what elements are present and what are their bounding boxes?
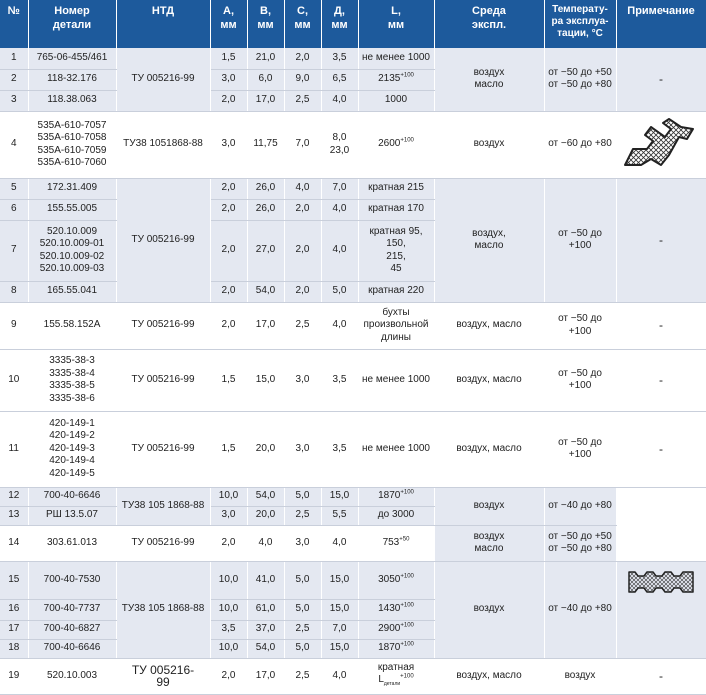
cell-ntd: ТУ38 105 1868-88 (116, 561, 210, 658)
cell-c: 2,5 (284, 506, 321, 525)
cell-temp: от −50 до +50 от −50 до +80 (544, 48, 616, 111)
cell-a: 3,0 (210, 111, 247, 178)
cell-b: 37,0 (247, 620, 284, 639)
cell-l (358, 69, 434, 90)
l-value: 2600 (378, 138, 401, 150)
cell-env: воздух, масло (434, 302, 544, 349)
cell-env: воздух масло (434, 48, 544, 111)
cell-b: 21,0 (247, 48, 284, 69)
cell-ntd: ТУ 005216-99 (116, 411, 210, 487)
cell-c: 2,0 (284, 48, 321, 69)
col-header-part: Номер детали (28, 0, 116, 48)
cell-d: 4,0 (321, 199, 358, 220)
cell-temp: от −40 до +80 (544, 561, 616, 658)
cell-b: 41,0 (247, 561, 284, 599)
cell-part: 165.55.041 (28, 281, 116, 302)
cell-d: 15,0 (321, 561, 358, 599)
cell-d: 4,0 (321, 90, 358, 111)
cell-a: 1,5 (210, 349, 247, 411)
cell-temp: от −40 до +80 (544, 487, 616, 525)
cell-part: 303.61.013 (28, 525, 116, 561)
col-header-env: Среда экспл. (434, 0, 544, 48)
cell-b: 15,0 (247, 349, 284, 411)
cell-d: 4,0 (321, 220, 358, 281)
cell-temp: от −60 до +80 (544, 111, 616, 178)
cell-c: 2,5 (284, 302, 321, 349)
cell-c: 2,0 (284, 220, 321, 281)
table-row (0, 525, 706, 561)
cell-b: 17,0 (247, 90, 284, 111)
table-row (0, 487, 706, 506)
cell-number: 15 (0, 561, 28, 599)
table-row (0, 302, 706, 349)
cell-c: 5,0 (284, 487, 321, 506)
table-row (0, 561, 706, 599)
cell-number: 7 (0, 220, 28, 281)
cell-ntd: ТУ 005216-99 (116, 302, 210, 349)
l-value: 753 (382, 536, 400, 548)
cell-l: не менее 1000 (358, 411, 434, 487)
cell-d: 4,0 (321, 525, 358, 561)
cell-part: 700-40-7530 (28, 561, 116, 599)
cell-note (616, 561, 706, 658)
header-row (0, 0, 706, 48)
cell-c: 2,5 (284, 620, 321, 639)
cell-a: 2,0 (210, 302, 247, 349)
cell-ntd: ТУ 005216-99 (116, 178, 210, 302)
cell-ntd: ТУ38 1051868-88 (116, 111, 210, 178)
cell-number: 19 (0, 658, 28, 694)
cell-part: 535А-610-7057 535А-610-7058 535А-610-7059 535А-610-7060 (28, 111, 116, 178)
l-subscript: детали (383, 681, 401, 687)
l-tolerance: +100 (400, 573, 414, 580)
cell-ntd: ТУ38 105 1868-88 (116, 487, 210, 525)
cell-d: 5,5 (321, 506, 358, 525)
cell-part: 172.31.409 (28, 178, 116, 199)
cell-temp: от −50 до +50 от −50 до +80 (544, 525, 616, 561)
cell-env: воздух, масло (434, 658, 544, 694)
cell-b: 26,0 (247, 178, 284, 199)
l-value: 1870 (378, 642, 401, 654)
cell-part: 765-06-455/461 (28, 48, 116, 69)
cell-ntd: ТУ 005216-99 (116, 48, 210, 111)
cell-note: - (616, 48, 706, 111)
cell-part: 520.10.003 (28, 658, 116, 694)
cell-env: воздух (434, 487, 544, 525)
cell-part: 3335-38-3 3335-38-4 3335-38-5 3335-38-6 (28, 349, 116, 411)
seal-profile-icon (626, 568, 696, 596)
cell-env: воздух (434, 111, 544, 178)
cell-a: 1,5 (210, 48, 247, 69)
cell-a: 10,0 (210, 561, 247, 599)
cell-l: кратная 215 (358, 178, 434, 199)
cell-b: 20,0 (247, 411, 284, 487)
cell-a: 10,0 (210, 599, 247, 620)
cell-c: 2,5 (284, 658, 321, 694)
cell-l: не менее 1000 (358, 48, 434, 69)
l-value: 1870 (378, 490, 401, 502)
cell-c: 3,0 (284, 349, 321, 411)
cell-c: 4,0 (284, 178, 321, 199)
cell-a: 2,0 (210, 90, 247, 111)
l-tolerance: +100 (400, 673, 414, 680)
cell-l: до 3000 (358, 506, 434, 525)
cell-d: 3,5 (321, 411, 358, 487)
cell-b: 6,0 (247, 69, 284, 90)
cell-note (616, 111, 706, 178)
cell-part: 420-149-1 420-149-2 420-149-3 420-149-4 420-149-5 (28, 411, 116, 487)
cell-b: 54,0 (247, 281, 284, 302)
cell-l: 1000 (358, 90, 434, 111)
cell-number: 5 (0, 178, 28, 199)
cell-a: 3,0 (210, 69, 247, 90)
cell-temp: от −50 до +100 (544, 302, 616, 349)
cell-a: 2,0 (210, 658, 247, 694)
l-tolerance: +100 (400, 602, 414, 609)
cell-a: 2,0 (210, 525, 247, 561)
table-row (0, 48, 706, 69)
seal-profile-icon (621, 115, 701, 169)
cell-c: 5,0 (284, 639, 321, 658)
cell-l (358, 561, 434, 599)
cell-l (358, 525, 434, 561)
cell-part: 155.55.005 (28, 199, 116, 220)
cell-note: - (616, 302, 706, 349)
cell-l (358, 639, 434, 658)
col-header-d: Д, мм (321, 0, 358, 48)
cell-l: не менее 1000 (358, 349, 434, 411)
cell-number: 12 (0, 487, 28, 506)
cell-c: 5,0 (284, 561, 321, 599)
col-header-c: С, мм (284, 0, 321, 48)
cell-a: 1,5 (210, 411, 247, 487)
cell-c: 3,0 (284, 525, 321, 561)
cell-number: 16 (0, 599, 28, 620)
cell-l: кратная 220 (358, 281, 434, 302)
cell-c: 2,0 (284, 199, 321, 220)
cell-number: 1 (0, 48, 28, 69)
cell-d: 4,0 (321, 658, 358, 694)
cell-ntd: ТУ 005216-99 (116, 525, 210, 561)
l-value: 2900 (378, 623, 401, 635)
cell-env: воздух масло (434, 525, 544, 561)
l-tolerance: +100 (400, 641, 414, 648)
l-tolerance: +100 (400, 622, 414, 629)
cell-temp: от −50 до +100 (544, 178, 616, 302)
cell-part: РШ 13.5.07 (28, 506, 116, 525)
cell-l: кратная 170 (358, 199, 434, 220)
cell-number: 3 (0, 90, 28, 111)
col-header-temp: Температу- ра эксплуа- тации, °С (544, 0, 616, 48)
cell-b: 61,0 (247, 599, 284, 620)
l-value: 1430 (378, 603, 401, 615)
l-tolerance: +50 (399, 536, 410, 543)
cell-d: 6,5 (321, 69, 358, 90)
cell-c: 7,0 (284, 111, 321, 178)
cell-l (358, 620, 434, 639)
table-row (0, 178, 706, 199)
cell-l (358, 658, 434, 694)
l-value: кратная L (377, 661, 415, 685)
cell-part: 700-40-7737 (28, 599, 116, 620)
cell-note: - (616, 411, 706, 487)
cell-l (358, 599, 434, 620)
cell-a: 10,0 (210, 487, 247, 506)
cell-number: 10 (0, 349, 28, 411)
l-value: 3050 (378, 573, 401, 585)
cell-number: 17 (0, 620, 28, 639)
col-header-l: L, мм (358, 0, 434, 48)
cell-c: 5,0 (284, 599, 321, 620)
cell-number: 8 (0, 281, 28, 302)
cell-a: 2,0 (210, 281, 247, 302)
cell-number: 2 (0, 69, 28, 90)
cell-number: 11 (0, 411, 28, 487)
table-row (0, 349, 706, 411)
cell-a: 10,0 (210, 639, 247, 658)
cell-part: 520.10.009 520.10.009-01 520.10.009-02 520.10.009-03 (28, 220, 116, 281)
cell-b: 17,0 (247, 658, 284, 694)
cell-number: 4 (0, 111, 28, 178)
cell-c: 2,5 (284, 90, 321, 111)
l-tolerance: +100 (400, 489, 414, 496)
cell-note: - (616, 178, 706, 302)
cell-b: 27,0 (247, 220, 284, 281)
cell-c: 2,0 (284, 281, 321, 302)
cell-env: воздух (434, 561, 544, 658)
cell-ntd: ТУ 005216- 99 (116, 658, 210, 694)
col-header-b: В, мм (247, 0, 284, 48)
cell-d: 7,0 (321, 178, 358, 199)
cell-l (358, 111, 434, 178)
cell-note: - (616, 658, 706, 694)
cell-a: 3,0 (210, 506, 247, 525)
cell-d: 5,0 (321, 281, 358, 302)
cell-part: 118.38.063 (28, 90, 116, 111)
cell-note (616, 487, 706, 561)
col-header-number: № (0, 0, 28, 48)
cell-env: воздух, масло (434, 411, 544, 487)
table-row (0, 411, 706, 487)
cell-d: 15,0 (321, 639, 358, 658)
cell-env: воздух, масло (434, 178, 544, 302)
cell-part: 700-40-6646 (28, 639, 116, 658)
cell-part: 118-32.176 (28, 69, 116, 90)
cell-number: 9 (0, 302, 28, 349)
cell-d: 4,0 (321, 302, 358, 349)
cell-number: 14 (0, 525, 28, 561)
cell-b: 4,0 (247, 525, 284, 561)
cell-ntd: ТУ 005216-99 (116, 349, 210, 411)
cell-d: 3,5 (321, 48, 358, 69)
cell-note: - (616, 349, 706, 411)
cell-env: воздух, масло (434, 349, 544, 411)
col-header-note: Примечание (616, 0, 706, 48)
cell-b: 26,0 (247, 199, 284, 220)
cell-b: 20,0 (247, 506, 284, 525)
cell-a: 2,0 (210, 178, 247, 199)
l-value: 2135 (378, 73, 401, 85)
cell-d: 15,0 (321, 599, 358, 620)
l-tolerance: +100 (400, 72, 414, 79)
cell-part: 700-40-6827 (28, 620, 116, 639)
cell-temp: от −50 до +100 (544, 349, 616, 411)
cell-l: бухты произвольной длины (358, 302, 434, 349)
cell-a: 2,0 (210, 220, 247, 281)
cell-d: 7,0 (321, 620, 358, 639)
table-row (0, 111, 706, 178)
cell-b: 11,75 (247, 111, 284, 178)
cell-a: 3,5 (210, 620, 247, 639)
col-header-a: А, мм (210, 0, 247, 48)
cell-b: 17,0 (247, 302, 284, 349)
col-header-ntd: НТД (116, 0, 210, 48)
cell-a: 2,0 (210, 199, 247, 220)
cell-b: 54,0 (247, 487, 284, 506)
cell-part: 700-40-6646 (28, 487, 116, 506)
cell-l (358, 487, 434, 506)
cell-c: 3,0 (284, 411, 321, 487)
cell-l: кратная 95, 150, 215, 45 (358, 220, 434, 281)
cell-temp: воздух (544, 658, 616, 694)
cell-d: 8,0 23,0 (321, 111, 358, 178)
cell-temp: от −50 до +100 (544, 411, 616, 487)
cell-part: 155.58.152А (28, 302, 116, 349)
cell-d: 15,0 (321, 487, 358, 506)
cell-c: 9,0 (284, 69, 321, 90)
l-tolerance: +100 (400, 137, 414, 144)
cell-number: 6 (0, 199, 28, 220)
cell-d: 3,5 (321, 349, 358, 411)
cell-number: 18 (0, 639, 28, 658)
table-row (0, 658, 706, 694)
cell-b: 54,0 (247, 639, 284, 658)
cell-number: 13 (0, 506, 28, 525)
